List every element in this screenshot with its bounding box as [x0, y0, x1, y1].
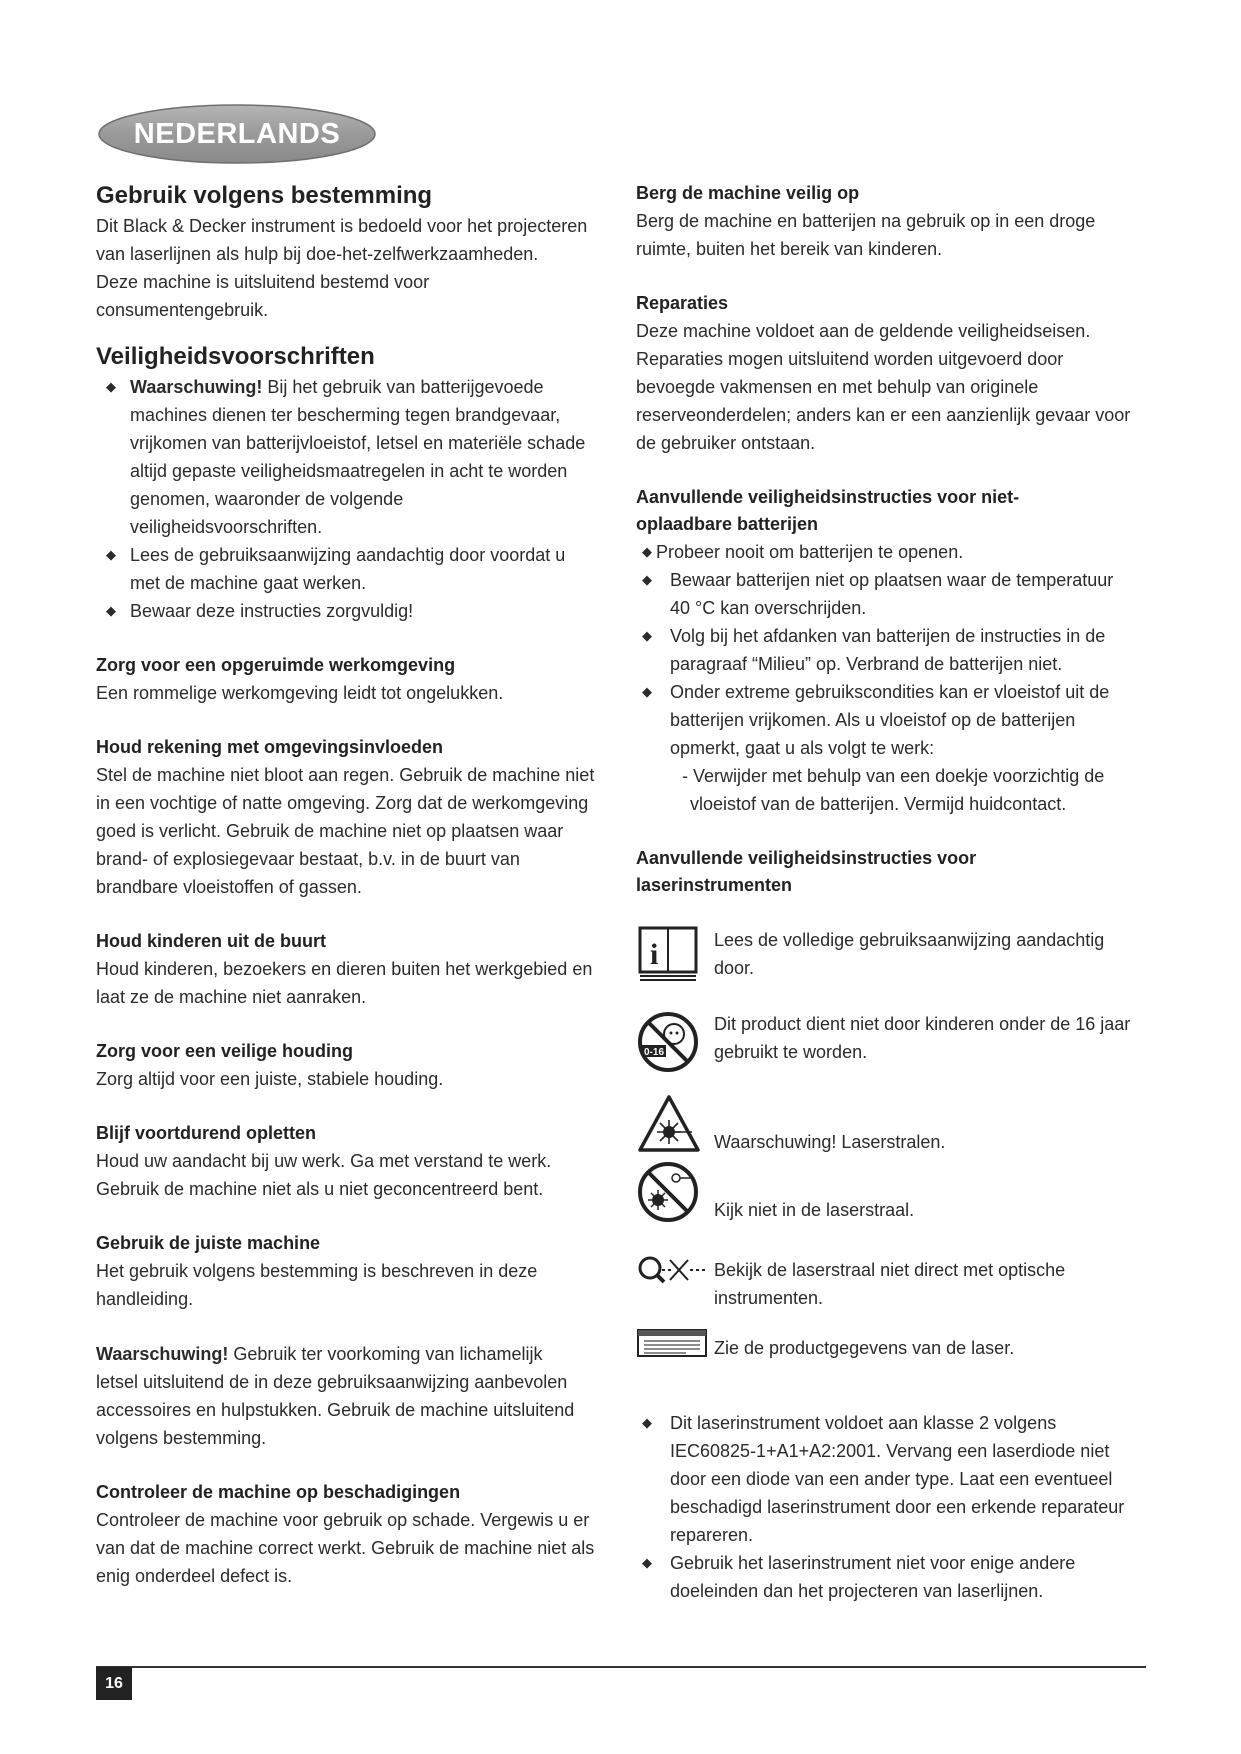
icon-text: Kijk niet in de laserstraal.: [714, 1200, 915, 1220]
icon-row: [636, 1160, 1156, 1256]
bullet-diamond-icon: ◆: [642, 628, 652, 643]
heading-work-area: Zorg voor een opgeruimde werkomgeving: [96, 655, 456, 675]
bullet-diamond-icon: ◆: [642, 1415, 652, 1430]
icon-text: Lees de volledige gebruiksaanwijzing aandachtig door.: [714, 930, 1105, 978]
bullet-diamond-icon: ◆: [106, 379, 116, 394]
no-stare-into-laser-icon: [636, 1160, 702, 1231]
paragraph-storage: Berg de machine en batterijen na gebruik op in een droge ruimte, buiten het bereik van kinderen.: [636, 211, 1096, 259]
list-item: ◆ Gebruik het laserinstrument niet voor enige andere doeleinden dan het projecteren van laserlijnen.: [636, 1549, 1156, 1605]
right-column: [636, 180, 1156, 899]
list-item: ◆ Dit laserinstrument voldoet aan klasse 2 volgens IEC60825-1+A1+A2:2001. Vervang een laserdiode niet door een diode van een ander type. Laat een eventueel beschadigd laserinstrument door een erkende reparateur repareren.: [636, 1409, 1156, 1549]
paragraph-environment: Stel de machine niet bloot aan regen. Gebruik de machine niet in een vochtige of natte omgeving. Zorg dat de werkomgeving goed is verlicht. Gebruik de machine niet op plaatsen waar brand- of explosiegevaar bestaat, b.v. in de buurt van brandbare vloeistoffen of gassen.: [96, 765, 595, 897]
safety-list: [96, 373, 616, 625]
laser-class-list: [636, 1409, 1156, 1605]
bullet-diamond-icon: ◆: [642, 684, 652, 699]
footer-divider: [96, 1666, 1146, 1668]
laser-icon-list: [636, 926, 1156, 1390]
icon-row: [636, 1334, 1156, 1390]
language-tab: [97, 103, 377, 165]
heading-children: Houd kinderen uit de buurt: [96, 931, 326, 951]
paragraph-work-area: Een rommelige werkomgeving leidt tot ongelukken.: [96, 683, 504, 703]
heading-environment: Houd rekening met omgevingsinvloeden: [96, 737, 444, 757]
bullet-diamond-icon: ◆: [642, 572, 652, 587]
icon-row: [636, 926, 1156, 1010]
laser-warning-triangle-icon: [636, 1094, 702, 1159]
heading-right-tool: Gebruik de juiste machine: [96, 1233, 321, 1253]
heading-alert: Blijf voortdurend opletten: [96, 1123, 316, 1143]
laser-product-label-icon: [636, 1328, 708, 1367]
svg-text:i: i: [650, 938, 659, 971]
no-optical-instruments-icon: [636, 1252, 708, 1297]
icon-text: Waarschuwing! Laserstralen.: [714, 1132, 946, 1152]
heading-check-damage: Controleer de machine op beschadigingen: [96, 1482, 461, 1502]
bullet-diamond-icon: ◆: [106, 603, 116, 618]
list-item: ◆ Onder extreme gebruikscondities kan er vloeistof uit de batterijen vrijkomen. Als u vloeistof op de batterijen opmerkt, gaat u als volgt te werk:: [636, 678, 1156, 762]
paragraph-repairs: Deze machine voldoet aan de geldende veiligheidseisen. Reparaties mogen uitsluitend worden uitgevoerd door bevoegde vakmensen en met behulp van originele reserveonderdelen; anders kan er een aanzienlijk gevaar voor de gebruiker ontstaan.: [636, 321, 1131, 453]
heading-laser: Aanvullende veiligheidsinstructies voor laserinstrumenten: [636, 848, 977, 895]
bullet-diamond-icon: ◆: [106, 547, 116, 562]
left-column: [96, 180, 616, 1590]
paragraph-warning-accessories: Waarschuwing! Gebruik ter voorkoming van lichamelijk letsel uitsluitend de in deze gebruiksaanwijzing aanbevolen accessoires en hulpstukken. Gebruik de machine uitsluitend volgens bestemming.: [96, 1344, 575, 1448]
list-item: ◆ Bewaar batterijen niet op plaatsen waar de temperatuur 40 °C kan overschrijden.: [636, 566, 1156, 622]
icon-row: [636, 1256, 1156, 1334]
list-item: ◆ Waarschuwing! Bij het gebruik van batterijgevoede machines dienen ter bescherming tegen brandgevaar, vrijkomen van batterijvloeistof, letsel en materiële schade altijd gepaste veiligheidsmaatregelen in acht te worden genomen, waaronder de volgende veiligheidsvoorschriften.: [96, 373, 616, 541]
page-number: 16: [96, 1667, 132, 1700]
heading-safety: Veiligheidsvoorschriften: [96, 343, 375, 370]
icon-text: Bekijk de laserstraal niet direct met optische instrumenten.: [714, 1260, 1066, 1308]
icon-text: Dit product dient niet door kinderen onder de 16 jaar gebruikt te worden.: [714, 1014, 1131, 1062]
icon-row: [636, 1010, 1156, 1094]
list-item: ◆ Probeer nooit om batterijen te openen.: [636, 538, 1156, 566]
language-label: NEDERLANDS: [133, 118, 341, 150]
paragraph-stance: Zorg altijd voor een juiste, stabiele houding.: [96, 1069, 444, 1089]
icon-row: [636, 1094, 1156, 1160]
manual-book-icon: [636, 926, 702, 989]
bullet-diamond-icon: ◆: [642, 1555, 652, 1570]
battery-list: [636, 538, 1156, 818]
bullet-list: [636, 1409, 1156, 1605]
bullet-diamond-icon: ◆: [642, 544, 652, 559]
paragraph-right-tool: Het gebruik volgens bestemming is beschreven in deze handleiding.: [96, 1261, 538, 1309]
list-item: ◆ Bewaar deze instructies zorgvuldig!: [96, 597, 616, 625]
list-item: ◆ Volg bij het afdanken van batterijen de instructies in de paragraaf “Milieu” op. Verbrand de batterijen niet.: [636, 622, 1156, 678]
paragraph-children: Houd kinderen, bezoekers en dieren buiten het werkgebied en laat ze de machine niet aanraken.: [96, 959, 593, 1007]
heading-storage: Berg de machine veilig op: [636, 183, 860, 203]
heading-stance: Zorg voor een veilige houding: [96, 1041, 354, 1061]
paragraph-alert: Houd uw aandacht bij uw werk. Ga met verstand te werk. Gebruik de machine niet als u niet geconcentreerd bent.: [96, 1151, 552, 1199]
heading-batteries: Aanvullende veiligheidsinstructies voor niet- oplaadbare batterijen: [636, 487, 1020, 534]
heading-intended-use: Gebruik volgens bestemming: [96, 182, 433, 209]
heading-repairs: Reparaties: [636, 293, 729, 313]
svg-text:0-16: 0-16: [643, 1047, 665, 1058]
list-item: ◆ Lees de gebruiksaanwijzing aandachtig door voordat u met de machine gaat werken.: [96, 541, 616, 597]
icon-text: Zie de productgegevens van de laser.: [714, 1338, 1015, 1358]
list-item: - Verwijder met behulp van een doekje voorzichtig de vloeistof van de batterijen. Vermijd huidcontact.: [682, 766, 1105, 814]
paragraph-check-damage: Controleer de machine voor gebruik op schade. Vergewis u er van dat de machine correct werkt. Gebruik de machine niet als enig onderdeel defect is.: [96, 1510, 595, 1586]
paragraph-intended-use: Dit Black & Decker instrument is bedoeld voor het projecteren van laserlijnen als hulp bij doe-het-zelfwerkzaamheden. Deze machine is uitsluitend bestemd voor consumentengebruik.: [96, 216, 588, 320]
no-children-0-16-icon: [636, 1010, 702, 1081]
